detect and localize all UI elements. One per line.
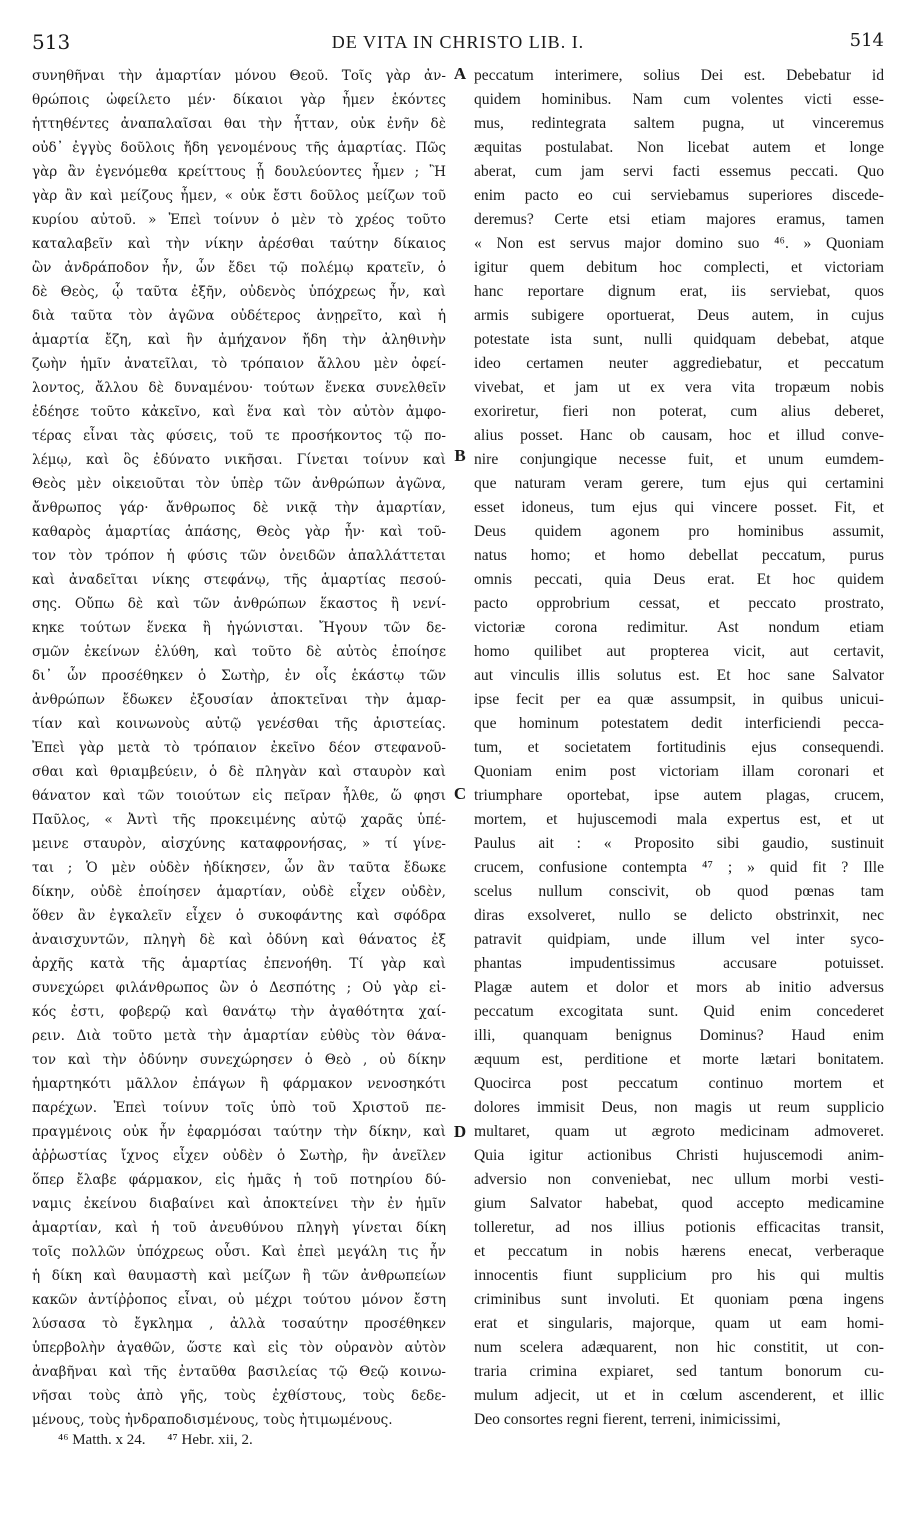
section-marker-c: C — [453, 784, 467, 803]
greek-text-line: τον καὶ τὴν ὀδύνην συνεχώρησεν ὁ Θεὸ , οὐ δίκην — [32, 1052, 446, 1068]
latin-text-line: tum, et societatem fortitudinis ejus consequendi. — [474, 739, 884, 756]
section-marker-b: B — [454, 446, 466, 465]
greek-text-line: νῆσαι τοὺς ἀπὸ γῆς, τοὺς ἐχθίστους, τοὺς δεδε- — [32, 1388, 446, 1404]
latin-text-line: peccatum interimere, solius Dei est. Debebatur id — [474, 67, 884, 84]
latin-text-line: et peccatum in nobis hærens enecat, verberaque — [474, 1243, 884, 1260]
greek-text-line: θρώποις ὠφείλετο μέν· δίκαιοι γὰρ ἦμεν ἑκόντες — [32, 92, 446, 108]
latin-text-line: ideo certamen neuter aggrediebatur, et peccatum — [474, 355, 884, 372]
latin-text-line: aberat, cum jam servi facti essemus peccati. Quo — [474, 163, 884, 180]
latin-text-line: peccatum excogitata sunt. Quid enim concederet — [474, 1003, 884, 1020]
greek-text-line: ἄνθρωπος γάρ· ἄνθρωπος δὲ νικᾷ τὴν ἁμαρτίαν, — [32, 500, 446, 516]
greek-text-line: ὅπερ ἔλαβε φάρμακον, εἰς ἡμᾶς ἡ τοῦ ποτηρίου δύ- — [32, 1172, 446, 1188]
greek-text-line: διὰ ταῦτα τὸν ἀγῶνα οὐδέτερος ἀνῃρεῖτο, καὶ ἡ — [32, 308, 446, 324]
greek-text-line: πραγμένοις οὐκ ἦν ἐφαρμόσαι ταύτην τὴν δίκην, καὶ — [32, 1124, 446, 1140]
greek-text-line: Ἐπεὶ γὰρ μετὰ τὸ τρόπαιον ἐκεῖνο δέον στεφανοῦ- — [32, 740, 446, 756]
greek-text-line: σμῶν ἐκείνων ἐλύθη, καὶ τοῦτο δὲ αὐτὸς ἐποίησε — [32, 644, 446, 660]
greek-text-line: ἡ δίκη καὶ θαυμαστὴ καὶ μείζων ἢ τῶν ἀνθρωπείων — [32, 1268, 446, 1284]
latin-text-line: « Non est servus major domino suo ⁴⁶. » Quoniam — [474, 235, 884, 252]
latin-text-line: vivebat, et jam ut ex vera vita tropæum nobis — [474, 379, 884, 396]
greek-text-line: δὲ Θεὸς, ᾧ ταῦτα ἐξῆν, οὐδενὸς ὑπόχρεως ἦν, καὶ — [32, 284, 446, 300]
latin-text-line: num scelera adæquarent, non hic constitit, ut con- — [474, 1339, 884, 1356]
latin-text-line: hanc reportare dignum erat, iis serviebat, quos — [474, 283, 884, 300]
latin-text-line: pacto opprobrium cessat, et peccato prostrato, — [474, 595, 884, 612]
latin-text-line: ipse fecit per ea quæ assumpsit, in quibus unicui- — [474, 691, 884, 708]
latin-text-line: adversio non conveniebat, nec ullum morbi vesti- — [474, 1171, 884, 1188]
greek-text-line: θάνατον καὶ τῶν τοιούτων εἰς πεῖραν ἦλθε, ὥ φησι — [32, 788, 446, 804]
latin-text-line: igitur quem debitum hoc complecti, et victoriam — [474, 259, 884, 276]
latin-text-line: aut vinculis illis solutus est. Et hoc sane Salvator — [474, 667, 884, 684]
greek-text-line: κός ἐστι, φοβερῷ καὶ θανάτῳ τὴν ἀγαθότητα χαί- — [32, 1004, 446, 1020]
latin-text-line: nire conjungique necesse fuit, et unum eumdem- — [474, 451, 884, 468]
greek-text-line: ται ; Ὁ μὲν οὐδὲν ἠδίκησεν, ὧν ἂν ταῦτα ἔδωκε — [32, 860, 446, 876]
greek-text-line: Παῦλος, « Ἀντὶ τῆς προκειμένης αὐτῷ χαρᾶς ὑπέ- — [32, 812, 446, 828]
latin-text-line: Quia igitur actionibus Christi hujuscemodi anim- — [474, 1147, 884, 1164]
greek-text-line: συνεχώρει φιλάνθρωπος ὢν ὁ Δεσπότης ; Οὐ γὰρ εἰ- — [32, 980, 446, 996]
greek-text-line: γὰρ ἂν ἐγενόμεθα κρείττους ᾗ δουλεύοντες ἦμεν ; Ἢ — [32, 164, 446, 180]
latin-text-line: mulum adjecit, ut et in cœlum ascenderent, et illic — [474, 1387, 884, 1404]
greek-text-line: τοῖς πολλῶν ὑπόχρεως οὖσι. Καὶ ἐπεὶ μεγάλη τις ἦν — [32, 1244, 446, 1260]
greek-text-line: καὶ ἀναδεῖται νίκης στεφάνῳ, τῆς ἁμαρτίας πεσού- — [32, 572, 446, 588]
latin-text-line: triumphare oportebat, ipse autem plagas, crucem, — [474, 787, 884, 804]
section-marker-d: D — [453, 1122, 467, 1141]
latin-text-line: crucem, confusione contempta ⁴⁷ ; » quid fit ? Ille — [474, 859, 884, 876]
latin-text-line: esset idoneus, tum ejus qui vincere posset. Fit, et — [474, 499, 884, 516]
greek-text-line: ὑπερβολὴν ἀγαθῶν, ὥστε καὶ εἰς τὸν οὐρανὸν αὐτὸν — [32, 1340, 446, 1356]
latin-text-line: æquitas postulabat. Non licebat autem et longe — [474, 139, 884, 156]
latin-text-line: alius posset. Hanc ob causam, hoc et illud conve- — [474, 427, 884, 444]
latin-text-line: omnis peccati, quia Deus erat. Et hoc quidem — [474, 571, 884, 588]
greek-text-line: ἀναβῆναι καὶ τῆς ἐνταῦθα βασιλείας τῷ Θεῷ κοινω- — [32, 1364, 446, 1380]
page-number-left: 513 — [32, 30, 71, 54]
greek-text-line: ἁμαρτία ἔζη, καὶ ἣν ἀμήχανον ἤδη τὴν ἀληθινὴν — [32, 332, 446, 348]
latin-text-line: Plagæ autem et dolor et mors ab initio adversus — [474, 979, 884, 996]
latin-text-line: gium Salvator habebat, quod accepto medicamine — [474, 1195, 884, 1212]
greek-text-line: ἀνθρώπων ἔδωκεν ἐξουσίαν ἀποκτεῖναι τὴν ἁμαρ- — [32, 692, 446, 708]
greek-text-line: ἡττηθέντες ἀναπαλαῖσαι θαι τὴν ἧτταν, οὐκ ἐνῆν δὲ — [32, 116, 446, 132]
greek-text-line: ἡμαρτηκότι μᾶλλον ἐπάγων ἢ φάρμακον νενοσηκότι — [32, 1076, 446, 1092]
latin-text-line: scelus nullum conscivit, ob quod pœnas tam — [474, 883, 884, 900]
latin-text-line: homo quilibet aut propterea vicit, aut certavit, — [474, 643, 884, 660]
greek-text-line: γὰρ ἂν καὶ μείζους ἦμεν, « οὐκ ἔστι δοῦλος μείζων τοῦ — [32, 188, 446, 204]
latin-text-line: enim pacto eo cui serviebamus superiores discede- — [474, 187, 884, 204]
greek-text-column — [32, 64, 446, 1432]
greek-text-line: καθαρὸς ἁμαρτίας ἁπάσης, Θεὸς γὰρ ἦν· καὶ τοῦ- — [32, 524, 446, 540]
greek-text-line: ζωὴν ἡμῖν ἀνατεῖλαι, τὸ τρόπαιον ἄλλου μὲν ὀφεί- — [32, 356, 446, 372]
greek-text-line: λοντος, ἄλλου δὲ δυναμένου· τούτων ἕνεκα συνελθεῖν — [32, 380, 446, 396]
greek-text-line: Θεὸς μὲν οἰκειοῦται τὸν ὑπὲρ τῶν ἀνθρώπων ἀγῶνα, — [32, 476, 446, 492]
latin-text-line: mortem, et hujuscemodi mala expertus est, et ut — [474, 811, 884, 828]
greek-text-line: κακῶν ἀντίῤῥοπος εἶναι, οὐ μέχρι τούτου μόνον ἔστη — [32, 1292, 446, 1308]
running-title: DE VITA IN CHRISTO LIB. I. — [331, 32, 585, 52]
latin-text-line: Quocirca post peccatum continuo mortem et — [474, 1075, 884, 1092]
greek-text-line: λέμῳ, καὶ ὃς ἐδύνατο νικῆσαι. Γίνεται τοίνυν καὶ — [32, 452, 446, 468]
latin-text-line: tolleretur, ad nos illius potionis efficacitas transit, — [474, 1219, 884, 1236]
greek-text-line: παρέχων. Ἐπεὶ τοίνυν τοῖς ὑπὸ τοῦ Χριστοῦ πε- — [32, 1100, 446, 1116]
greek-text-line: τίαν καὶ κοινωνοὺς αὐτῷ γενέσθαι τῆς ἀριστείας. — [32, 716, 446, 732]
latin-text-line: erat et singularis, majorque, quam ut eam homi- — [474, 1315, 884, 1332]
latin-text-line: natus homo; et homo debellat peccatum, purus — [474, 547, 884, 564]
greek-text-line: λύσασα τὸ ἔγκλημα , ἀλλὰ τοσαύτην προσέθηκεν — [32, 1316, 446, 1332]
latin-text-line: patravit quidpiam, unde illum vel inter syco- — [474, 931, 884, 948]
latin-text-line: illi, quanquam benignus Dominus? Haud enim — [474, 1027, 884, 1044]
latin-text-line: armis subigere oportuerat, Deus autem, in cujus — [474, 307, 884, 324]
footnote-46: ⁴⁶ Matth. x 24. — [58, 1432, 146, 1448]
greek-text-line: μεινε σταυρὸν, αἰσχύνης καταφρονήσας, » τί γίνε- — [32, 836, 446, 852]
greek-text-line: ἀρχῆς κατὰ τῆς ἁμαρτίας ἐπενοήθη. Τί γὰρ καὶ — [32, 956, 446, 972]
latin-text-line: diras exsolveret, nullo se delicto obstrinxit, nec — [474, 907, 884, 924]
greek-text-line: κυρίου αὐτοῦ. » Ἐπεὶ τοίνυν ὁ μὲν τὸ χρέος τοῦτο — [32, 212, 446, 228]
page-number-right: 514 — [849, 30, 884, 51]
greek-text-line: τέρας εἶναι τὰς φύσεις, τοῦ τε προσήκοντος τῷ πο- — [32, 428, 446, 444]
latin-text-line: dolores immisit Deus, non magis ut reum supplicio — [474, 1099, 884, 1116]
greek-text-line: μένους, τοὺς ἠνδραποδισμένους, τοὺς ἠτιμωμένους. — [32, 1412, 393, 1428]
latin-text-column — [474, 64, 884, 1432]
latin-text-line: potestate ista sunt, nulli quidquam debebat, atque — [474, 331, 884, 348]
latin-text-line: Deus quidem agonem pro hominibus assumit, — [474, 523, 884, 540]
greek-text-line: δι᾽ ὧν προσέθηκεν ὁ Σωτὴρ, ἐν οἷς ἑκάστῳ τῶν — [32, 668, 446, 684]
greek-text-line: ἁμαρτίαν, καὶ ἡ τοῦ ἀνευθύνου πληγὴ γίνεται δίκη — [32, 1220, 446, 1236]
greek-text-line: ὢν ἀνδράποδον ἦν, ὧν ἔδει τῷ πολέμῳ κρατεῖν, ὁ — [32, 260, 446, 276]
latin-text-line: innocentis fiunt supplicium pro his qui multis — [474, 1267, 884, 1284]
footnote-47: ⁴⁷ Hebr. xii, 2. — [167, 1432, 253, 1448]
greek-text-line: οὐδ᾽ ἐγγὺς δοῦλοις ἤδη γενομένους τῆς ἁμαρτίας. Πῶς — [32, 140, 446, 156]
page-header — [32, 30, 884, 58]
greek-text-line: σης. Οὔπω δὲ καὶ τῶν ἀνθρώπων ἕκαστος ἢ νενί- — [32, 596, 446, 612]
greek-text-line: ὅθεν ἂν ἐγκαλεῖν εἶχεν ὁ συκοφάντης καὶ σφόδρα — [32, 908, 446, 924]
latin-text-line: mus, redintegrata saltem pugna, ut vinceremus — [474, 115, 884, 132]
greek-text-line: ἀναισχυντῶν, πληγὴ δὲ καὶ ὀδύνη καὶ θάνατος ἐξ — [32, 932, 446, 948]
latin-text-line: victoriæ corona redimitur. Ast nondum etiam — [474, 619, 884, 636]
footnotes — [58, 1432, 271, 1449]
latin-text-line: deremus? Certe etsi etiam majores eramus, tamen — [474, 211, 884, 228]
greek-text-line: ἀῤῥωστίας ἴχνος εἶχεν οὐδὲν ὁ Σωτὴρ, ἣν ἀνεῖλεν — [32, 1148, 446, 1164]
greek-text-line: τον τὸν τρόπον ἡ φύσις τῶν ὀνειδῶν ἀπαλλάττεται — [32, 548, 446, 564]
section-marker-a: A — [453, 64, 467, 83]
latin-text-line: traria crimina expiaret, sed tantum bonorum cu- — [474, 1363, 884, 1380]
latin-text-line: Deo consortes regni fierent, terreni, inimicissimi, — [474, 1411, 781, 1428]
greek-text-line: καταλαβεῖν καὶ τὴν νίκην ἀρέσθαι ταύτην δίκαιος — [32, 236, 446, 252]
latin-text-line: phantas impudentissimus accusare potuisset. — [474, 955, 884, 972]
latin-text-line: æquum est, perditione et morte lætari bonitatem. — [474, 1051, 884, 1068]
latin-text-line: multaret, quam ut ægroto medicinam admoveret. — [474, 1123, 884, 1140]
latin-text-line: quidem hominibus. Nam cum volentes victi esse- — [474, 91, 884, 108]
latin-text-line: exoriretur, fieri non poterat, cum alius deberet, — [474, 403, 884, 420]
greek-text-line: δίκην, οὐδὲ ἐποίησεν ἁμαρτίαν, οὐδὲ εἶχεν οὐδὲν, — [32, 884, 446, 900]
greek-text-line: ρειν. Διὰ τοῦτο μετὰ τὴν ἁμαρτίαν εὐθὺς τὸν θάνα- — [32, 1028, 446, 1044]
latin-text-line: que naturam veram gerere, tum ejus qui certamini — [474, 475, 884, 492]
greek-text-line: συνηθῆναι τὴν ἁμαρτίαν μόνου Θεοῦ. Τοῖς γὰρ ἀν- — [32, 68, 446, 84]
greek-text-line: ναμις ἐκείνου διαβαίνει καὶ ἀποκτείνει τὴν ἐν ἡμῖν — [32, 1196, 446, 1212]
greek-text-line: κηκε τούτων ἕνεκα ἢ ἠγώνισται. Ἤγουν τῶν δε- — [32, 620, 446, 636]
latin-text-line: que hominum potestatem dedit interficiendi pecca- — [474, 715, 884, 732]
latin-text-line: criminibus sunt involuti. Et quoniam pœna ingens — [474, 1291, 884, 1308]
latin-text-line: Paulus ait : « Proposito sibi gaudio, sustinuit — [474, 835, 884, 852]
greek-text-line: σθαι καὶ θριαμβεύειν, ὁ δὲ πληγὰν καὶ σταυρὸν καὶ — [32, 764, 446, 780]
greek-text-line: ἐδέησε τοῦτο κἀκεῖνο, καὶ ἕνα καὶ τὸν αὐτὸν ἀμφο- — [32, 404, 446, 420]
latin-text-line: Quoniam enim post victoriam illam coronari et — [474, 763, 884, 780]
